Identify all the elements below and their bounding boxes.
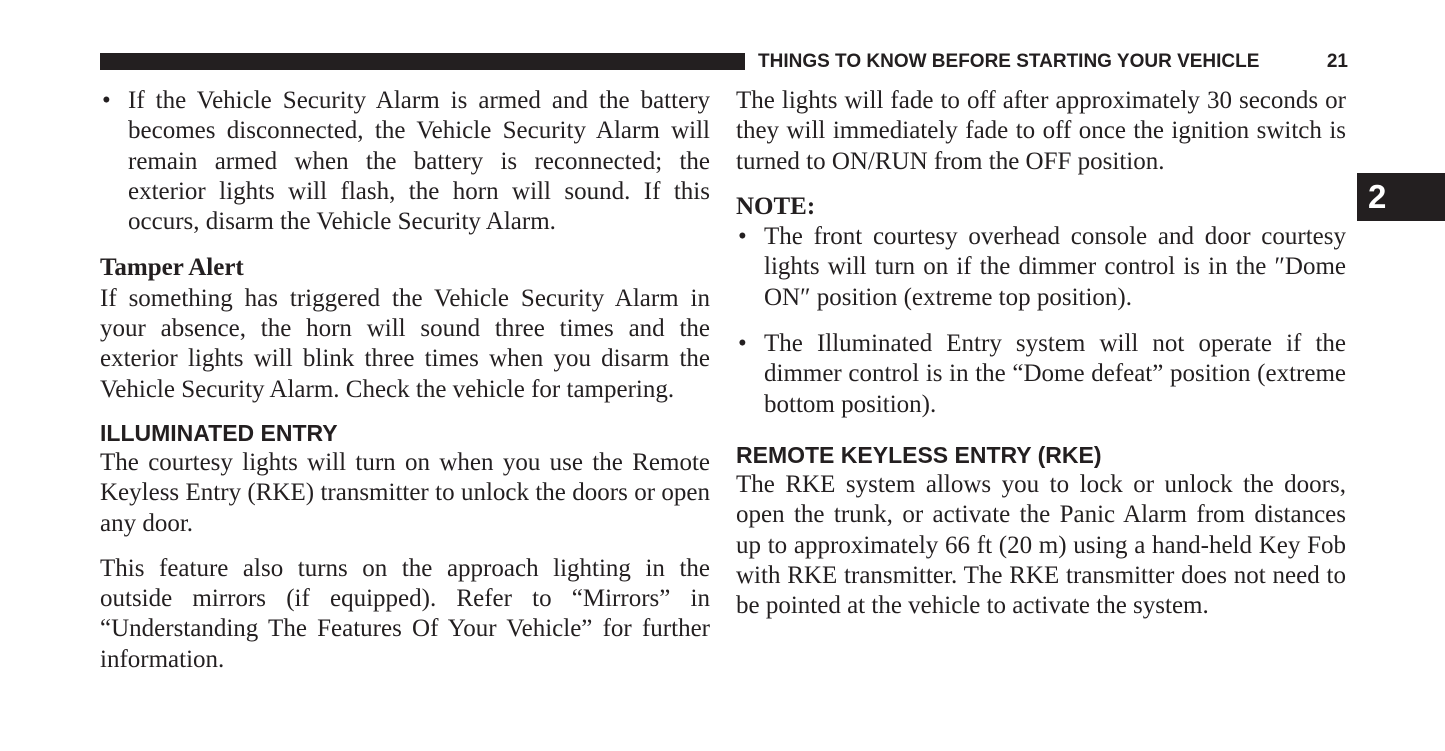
approach-lighting-paragraph: This feature also turns on the approach lighting in the outside mirrors (if equipped). Refer to “Mirrors” in “Understanding The Features Of Your Vehicle” for further information. bbox=[100, 554, 710, 673]
note-bullet-dome-defeat bbox=[736, 329, 1346, 420]
bullet-dot-icon: • bbox=[738, 223, 747, 251]
bullet-text: The front courtesy overhead console and door courtesy lights will turn on if the dimmer control is in the ″Dome ON″ position (extreme top position). bbox=[764, 223, 1346, 311]
bullet-text: The Illuminated Entry system will not operate if the dimmer control is in the “Dome defeat” position (extreme bottom position). bbox=[764, 330, 1346, 418]
rke-paragraph: The RKE system allows you to lock or unlock the doors, open the trunk, or activate the Panic Alarm from distances up to approximately 66 ft (20 m) using a hand-held Key Fob with RKE transmitter. The RKE transmitter does not need to be pointed at the vehicle to activate the system. bbox=[736, 470, 1346, 620]
header-rule bbox=[100, 53, 745, 70]
tamper-alert-heading: Tamper Alert bbox=[100, 254, 244, 282]
running-header-title: THINGS TO KNOW BEFORE STARTING YOUR VEHICLE bbox=[758, 51, 1260, 72]
note-heading: NOTE: bbox=[736, 192, 816, 220]
rke-heading: REMOTE KEYLESS ENTRY (RKE) bbox=[736, 441, 1102, 468]
illuminated-entry-paragraph: The courtesy lights will turn on when you use the Remote Keyless Entry (RKE) transmitter to unlock the doors or open any door. bbox=[100, 448, 710, 537]
bullet-text: If the Vehicle Security Alarm is armed and the battery becomes disconnected, the Vehicle Security Alarm will remain armed when the battery is reconnected; the exterior lights will flash, the horn will sound. If this occurs, disarm the Vehicle Security Alarm. bbox=[128, 87, 710, 236]
chapter-tab-number: 2 bbox=[1368, 178, 1387, 215]
right-column bbox=[736, 86, 1346, 621]
left-column bbox=[100, 86, 710, 675]
tamper-alert-paragraph: If something has triggered the Vehicle Security Alarm in your absence, the horn will sound three times and the exterior lights will blink three times when you disarm the Vehicle Security Alarm. Check the vehicle for tampering. bbox=[100, 284, 710, 403]
bullet-dot-icon: • bbox=[738, 330, 747, 358]
fade-paragraph: The lights will fade to off after approximately 30 seconds or they will immediately fade to off once the ignition switch is turned to ON/RUN from the OFF position. bbox=[736, 87, 1346, 175]
chapter-tab bbox=[1357, 173, 1445, 221]
bullet-dot-icon: • bbox=[102, 87, 111, 114]
illuminated-entry-heading: ILLUMINATED ENTRY bbox=[100, 419, 338, 446]
note-bullet-courtesy bbox=[736, 222, 1346, 313]
page-number: 21 bbox=[1326, 51, 1348, 72]
bullet-item-alarm bbox=[100, 86, 710, 237]
